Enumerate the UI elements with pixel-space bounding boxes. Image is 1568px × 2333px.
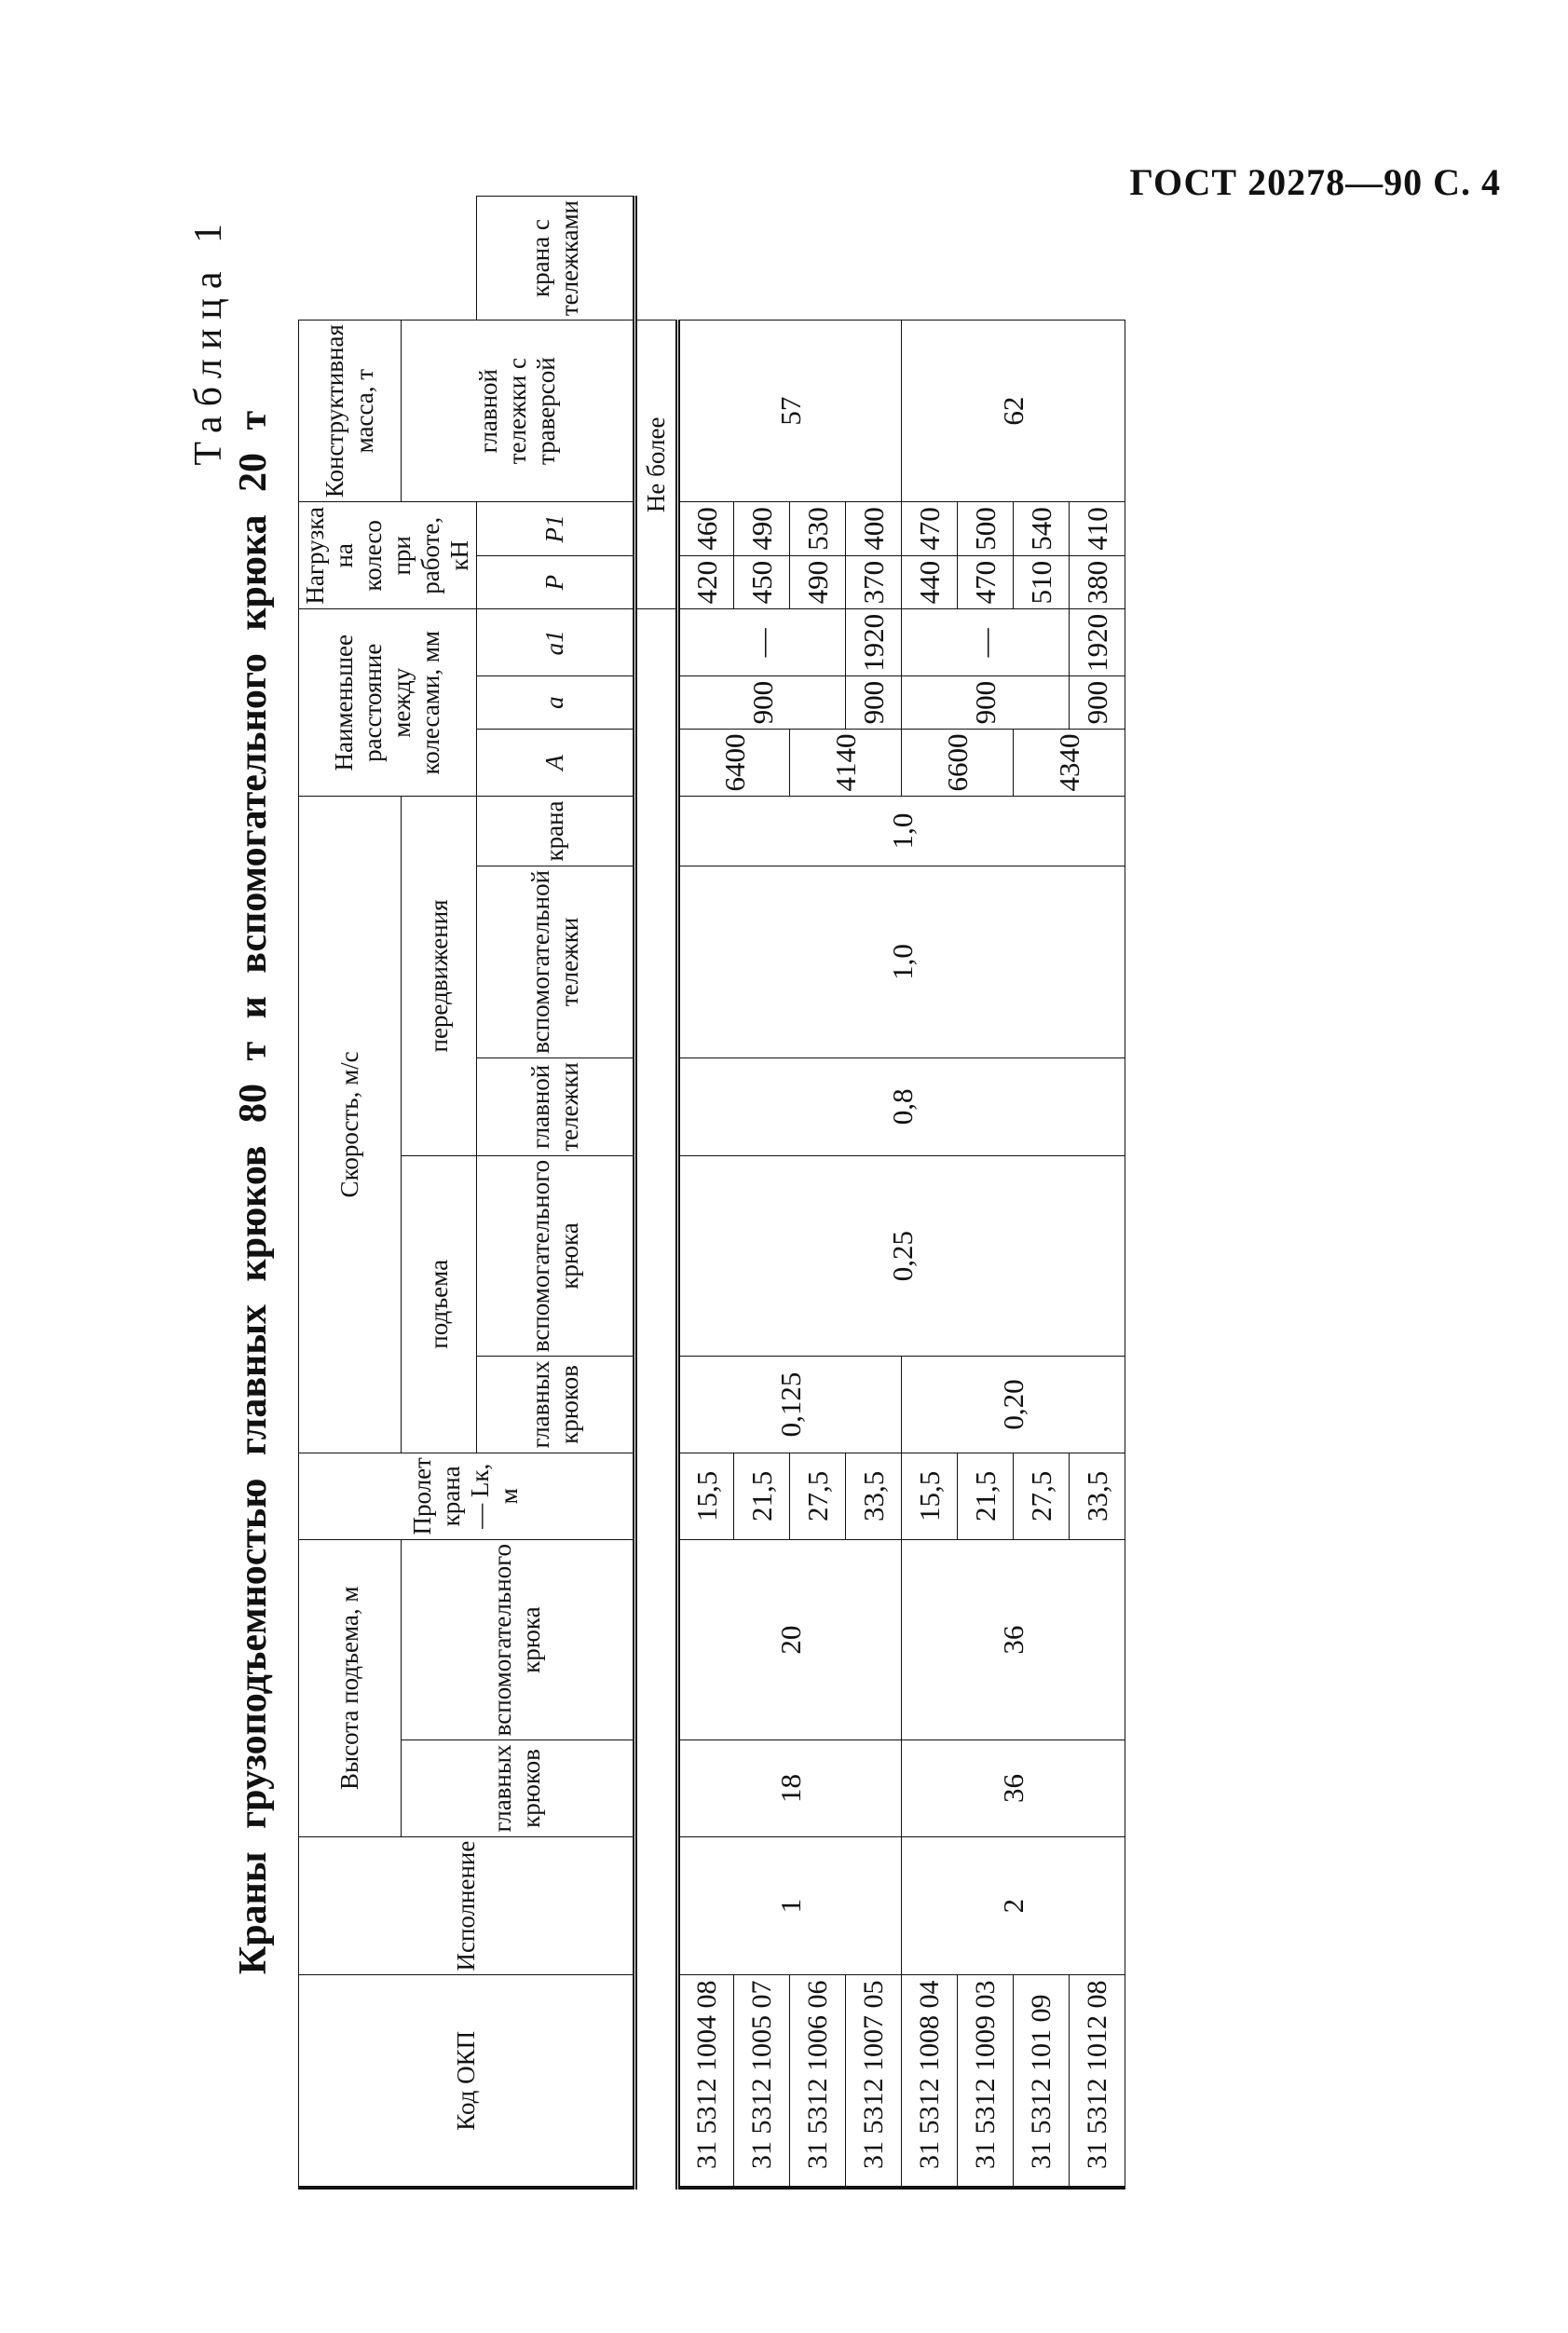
dist-a1-value: 1920 (846, 609, 902, 676)
header-speed-crane: крана (477, 797, 635, 866)
dist-a-value: 900 (902, 676, 1070, 730)
header-dist-a: a (477, 676, 635, 730)
header-spacer (635, 609, 678, 2188)
speed-lift-main-value: 0,20 (902, 1357, 1125, 1453)
table-title: Краны грузоподъемностью главных крюков 80 т и вспомогательного крюка 20 т (232, 410, 275, 1975)
header-speed-main-trolley: главной тележки (477, 1057, 635, 1155)
table-row (678, 197, 734, 2189)
load-P1-value: 410 (1070, 502, 1125, 556)
dist-a-value: 900 (1070, 676, 1125, 730)
load-P1-value: 490 (734, 502, 790, 556)
speed-aux-trolley-value: 1,0 (678, 866, 1125, 1057)
dist-a-value: 900 (846, 676, 902, 730)
speed-lift-main-value: 0,125 (678, 1357, 902, 1453)
mass-trolley-value: 62 (902, 321, 1125, 502)
load-P1-value: 470 (902, 502, 958, 556)
header-speed-move: передвижения (402, 797, 477, 1156)
header-speed-lift-aux: вспомогательного крюка (477, 1155, 635, 1356)
execution-value: 1 (678, 1836, 902, 1975)
dist-a1-value: 1920 (1070, 609, 1125, 676)
load-P-value: 470 (958, 555, 1014, 609)
span-value: 21,5 (734, 1453, 790, 1539)
table-caption: Таблица 1 (187, 214, 230, 466)
load-P1-value: 530 (790, 502, 846, 556)
load-P1-value: 460 (678, 502, 734, 556)
header-dist-A: A (477, 730, 635, 797)
okp-code: 31 5312 1009 03 (958, 1975, 1014, 2188)
header-mass-crane: крана с тележками (477, 197, 635, 321)
load-P-value: 370 (846, 555, 902, 609)
dist-a-value: 900 (678, 676, 846, 730)
okp-code: 31 5312 1006 06 (790, 1975, 846, 2188)
span-value: 33,5 (846, 1453, 902, 1539)
dist-A-value: 6400 (678, 730, 790, 797)
lift-aux-value: 36 (902, 1539, 1125, 1740)
header-load-P1: P1 (477, 502, 635, 556)
load-P1-value: 540 (1014, 502, 1070, 556)
dist-a1-value: — (678, 609, 846, 676)
header-mass: Конструктивная масса, т (299, 321, 402, 502)
okp-code: 31 5312 1005 07 (734, 1975, 790, 2188)
load-P1-value: 500 (958, 502, 1014, 556)
crane-table (298, 196, 1125, 2190)
okp-code: 31 5312 101 09 (1014, 1975, 1070, 2188)
speed-lift-aux-value: 0,25 (678, 1155, 1125, 1356)
page-header: ГОСТ 20278—90 С. 4 (1129, 161, 1501, 203)
okp-code: 31 5312 1004 08 (678, 1975, 734, 2188)
header-dist-a1: a1 (477, 609, 635, 676)
header-not-more: Не более (635, 321, 678, 609)
header-code: Код ОКП (299, 1975, 635, 2188)
load-P-value: 490 (790, 555, 846, 609)
load-P-value: 420 (678, 555, 734, 609)
rotated-table-block (186, 196, 1491, 2190)
header-mass-trolley: главной тележки с траверсой (402, 321, 635, 502)
header-speed-aux-trolley: вспомогательной тележки (477, 866, 635, 1057)
okp-code: 31 5312 1008 04 (902, 1975, 958, 2188)
header-distance: Наименьшее расстояние между колесами, мм (299, 609, 477, 797)
lift-aux-value: 20 (678, 1539, 902, 1740)
speed-crane-value: 1,0 (678, 797, 1125, 866)
header-load: Нагрузка на колесо при работе, кН (299, 502, 477, 609)
span-value: 27,5 (1014, 1453, 1070, 1539)
span-value: 27,5 (790, 1453, 846, 1539)
header-lift-aux: вспомогательного крюка (402, 1539, 635, 1740)
span-value: 33,5 (1070, 1453, 1125, 1539)
header-load-P: P (477, 555, 635, 609)
dist-A-value: 6600 (902, 730, 1014, 797)
load-P1-value: 400 (846, 502, 902, 556)
execution-value: 2 (902, 1836, 1125, 1975)
lift-main-value: 18 (678, 1740, 902, 1836)
span-value: 21,5 (958, 1453, 1014, 1539)
speed-main-trolley-value: 0,8 (678, 1057, 1125, 1155)
okp-code: 31 5312 1012 08 (1070, 1975, 1125, 2188)
header-lift-main: главных крюков (402, 1740, 635, 1836)
header-lift-height: Высота подъема, м (299, 1539, 402, 1836)
lift-main-value: 36 (902, 1740, 1125, 1836)
header-speed-lift-main: главных крюков (477, 1357, 635, 1453)
mass-trolley-value: 57 (678, 321, 902, 502)
load-P-value: 380 (1070, 555, 1125, 609)
dist-a1-value: — (902, 609, 1070, 676)
dist-A-value: 4140 (790, 730, 902, 797)
span-value: 15,5 (678, 1453, 734, 1539)
header-speed-lift: подъема (402, 1155, 477, 1453)
okp-code: 31 5312 1007 05 (846, 1975, 902, 2188)
header-speed: Скорость, м/с (299, 797, 402, 1453)
header-span: Пролет крана — Lк, м (299, 1453, 635, 1539)
load-P-value: 440 (902, 555, 958, 609)
span-value: 15,5 (902, 1453, 958, 1539)
dist-A-value: 4340 (1014, 730, 1125, 797)
header-execution: Исполнение (299, 1836, 635, 1975)
load-P-value: 510 (1014, 555, 1070, 609)
load-P-value: 450 (734, 555, 790, 609)
